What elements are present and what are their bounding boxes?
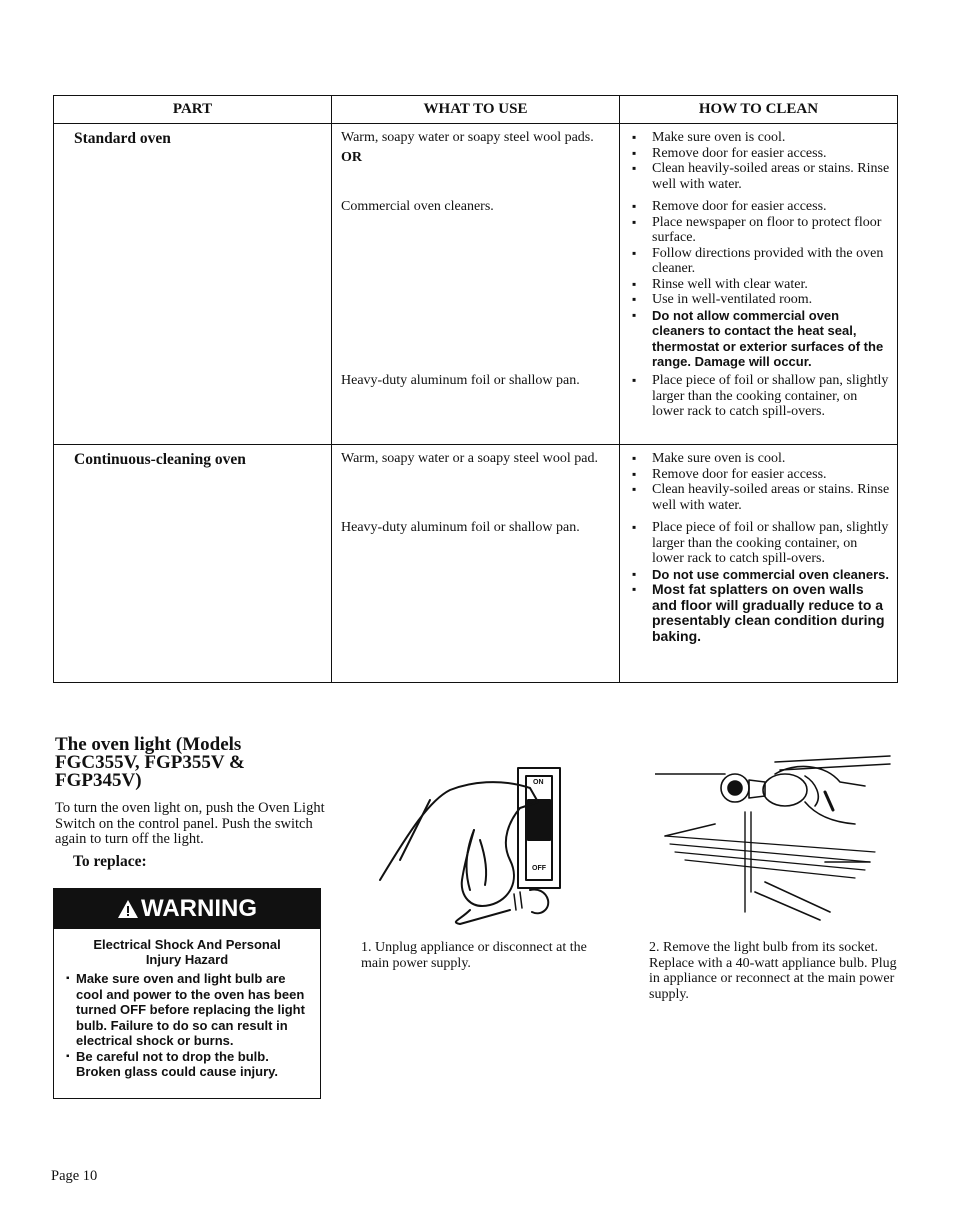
header-how-to-clean: HOW TO CLEAN: [620, 96, 898, 124]
warning-label: WARNING: [141, 895, 257, 922]
table-header-row: [54, 96, 898, 124]
steps-list: [632, 199, 891, 373]
list-item: ▪ Clean heavily-soiled areas or stains. Rinse well with water.: [632, 161, 891, 192]
part-label: Standard oven: [74, 130, 171, 147]
how-cell: [620, 124, 898, 445]
use-text: Warm, soapy water or soapy steel wool pads.: [341, 130, 594, 145]
to-replace-heading: To replace:: [73, 853, 147, 870]
use-cell: [332, 445, 620, 683]
list-item: ▪ Place newspaper on floor to protect floor surface.: [632, 215, 891, 246]
table-row-standard-oven: [54, 124, 898, 445]
warning-heading-line: Injury Hazard: [145, 952, 229, 967]
list-item: ▪ Rinse well with clear water.: [632, 277, 891, 293]
steps-list: [632, 520, 891, 644]
use-group: [341, 199, 611, 373]
warning-heading-line: Electrical Shock And Personal: [93, 937, 281, 952]
list-item-warning: ▪ Most fat splatters on oven walls and floor will gradually reduce to a presentably clean condition during baking.: [632, 582, 891, 644]
bulb-illustration: [655, 752, 895, 922]
section-intro: To turn the oven light on, push the Oven Light Switch on the control panel. Push the switch again to turn off the light.: [55, 800, 325, 847]
switch-off-label: OFF: [532, 865, 546, 872]
header-what-to-use: WHAT TO USE: [332, 96, 620, 124]
use-text: Heavy-duty aluminum foil or shallow pan.: [341, 520, 580, 535]
list-item: ▪ Remove door for easier access.: [632, 467, 891, 483]
cleaning-table: [53, 95, 898, 683]
warning-banner: [54, 889, 320, 929]
use-text: Heavy-duty aluminum foil or shallow pan.: [341, 373, 580, 388]
part-cell: [54, 445, 332, 683]
step-1-text: 1. Unplug appliance or disconnect at the main power supply.: [361, 940, 587, 971]
steps-list: [632, 373, 891, 420]
warning-triangle-icon: [117, 899, 139, 919]
use-text: Commercial oven cleaners.: [341, 199, 494, 214]
part-cell: [54, 124, 332, 445]
use-group: [341, 520, 611, 536]
warning-heading: [54, 937, 320, 967]
use-connector: OR: [341, 149, 362, 165]
list-item: ▪ Make sure oven is cool.: [632, 451, 891, 467]
switch-illustration: [370, 760, 570, 930]
header-part: PART: [54, 96, 332, 124]
list-item: ▪ Be careful not to drop the bulb. Broken glass could cause injury.: [68, 1049, 312, 1080]
list-item-warning: ▪ Do not allow commercial oven cleaners to contact the heat seal, thermostat or exterior surfaces of the range. Damage will occur.: [632, 308, 891, 370]
use-group: [341, 373, 611, 389]
how-cell: [620, 445, 898, 683]
list-item: ▪ Make sure oven is cool.: [632, 130, 891, 146]
step-2-text: 2. Remove the light bulb from its socket. Replace with a 40-watt appliance bulb. Plug in appliance or reconnect at the main power supply.: [649, 940, 897, 1002]
list-item: ▪ Remove door for easier access.: [632, 199, 891, 215]
section-title: The oven light (Models FGC355V, FGP355V & FGP345V): [55, 734, 245, 791]
use-cell: [332, 124, 620, 445]
warning-list: [68, 971, 312, 1080]
use-group: [341, 451, 611, 520]
list-item: ▪ Make sure oven and light bulb are cool and power to the oven has been turned OFF before replacing the light bulb. Failure to do so can result in electrical shock or burns.: [68, 971, 312, 1049]
list-item: ▪ Remove door for easier access.: [632, 146, 891, 162]
list-item: ▪ Place piece of foil or shallow pan, slightly larger than the cooking container, on lower rack to catch spill-overs.: [632, 520, 891, 567]
warning-box: [53, 888, 321, 1099]
list-item: ▪ Clean heavily-soiled areas or stains. Rinse well with water.: [632, 482, 891, 513]
list-item: ▪ Follow directions provided with the oven cleaner.: [632, 246, 891, 277]
list-item-warning: ▪ Do not use commercial oven cleaners.: [632, 567, 891, 583]
use-group: [341, 130, 611, 199]
table-row-continuous-cleaning-oven: [54, 445, 898, 683]
list-item: ▪ Place piece of foil or shallow pan, slightly larger than the cooking container, on lower rack to catch spill-overs.: [632, 373, 891, 420]
switch-on-label: ON: [533, 779, 544, 786]
steps-list: [632, 130, 891, 199]
steps-list: [632, 451, 891, 520]
use-text: Warm, soapy water or a soapy steel wool pad.: [341, 451, 599, 466]
page-number: Page 10: [51, 1168, 98, 1184]
list-item: ▪ Use in well-ventilated room.: [632, 292, 891, 308]
part-label: Continuous-cleaning oven: [74, 451, 246, 468]
